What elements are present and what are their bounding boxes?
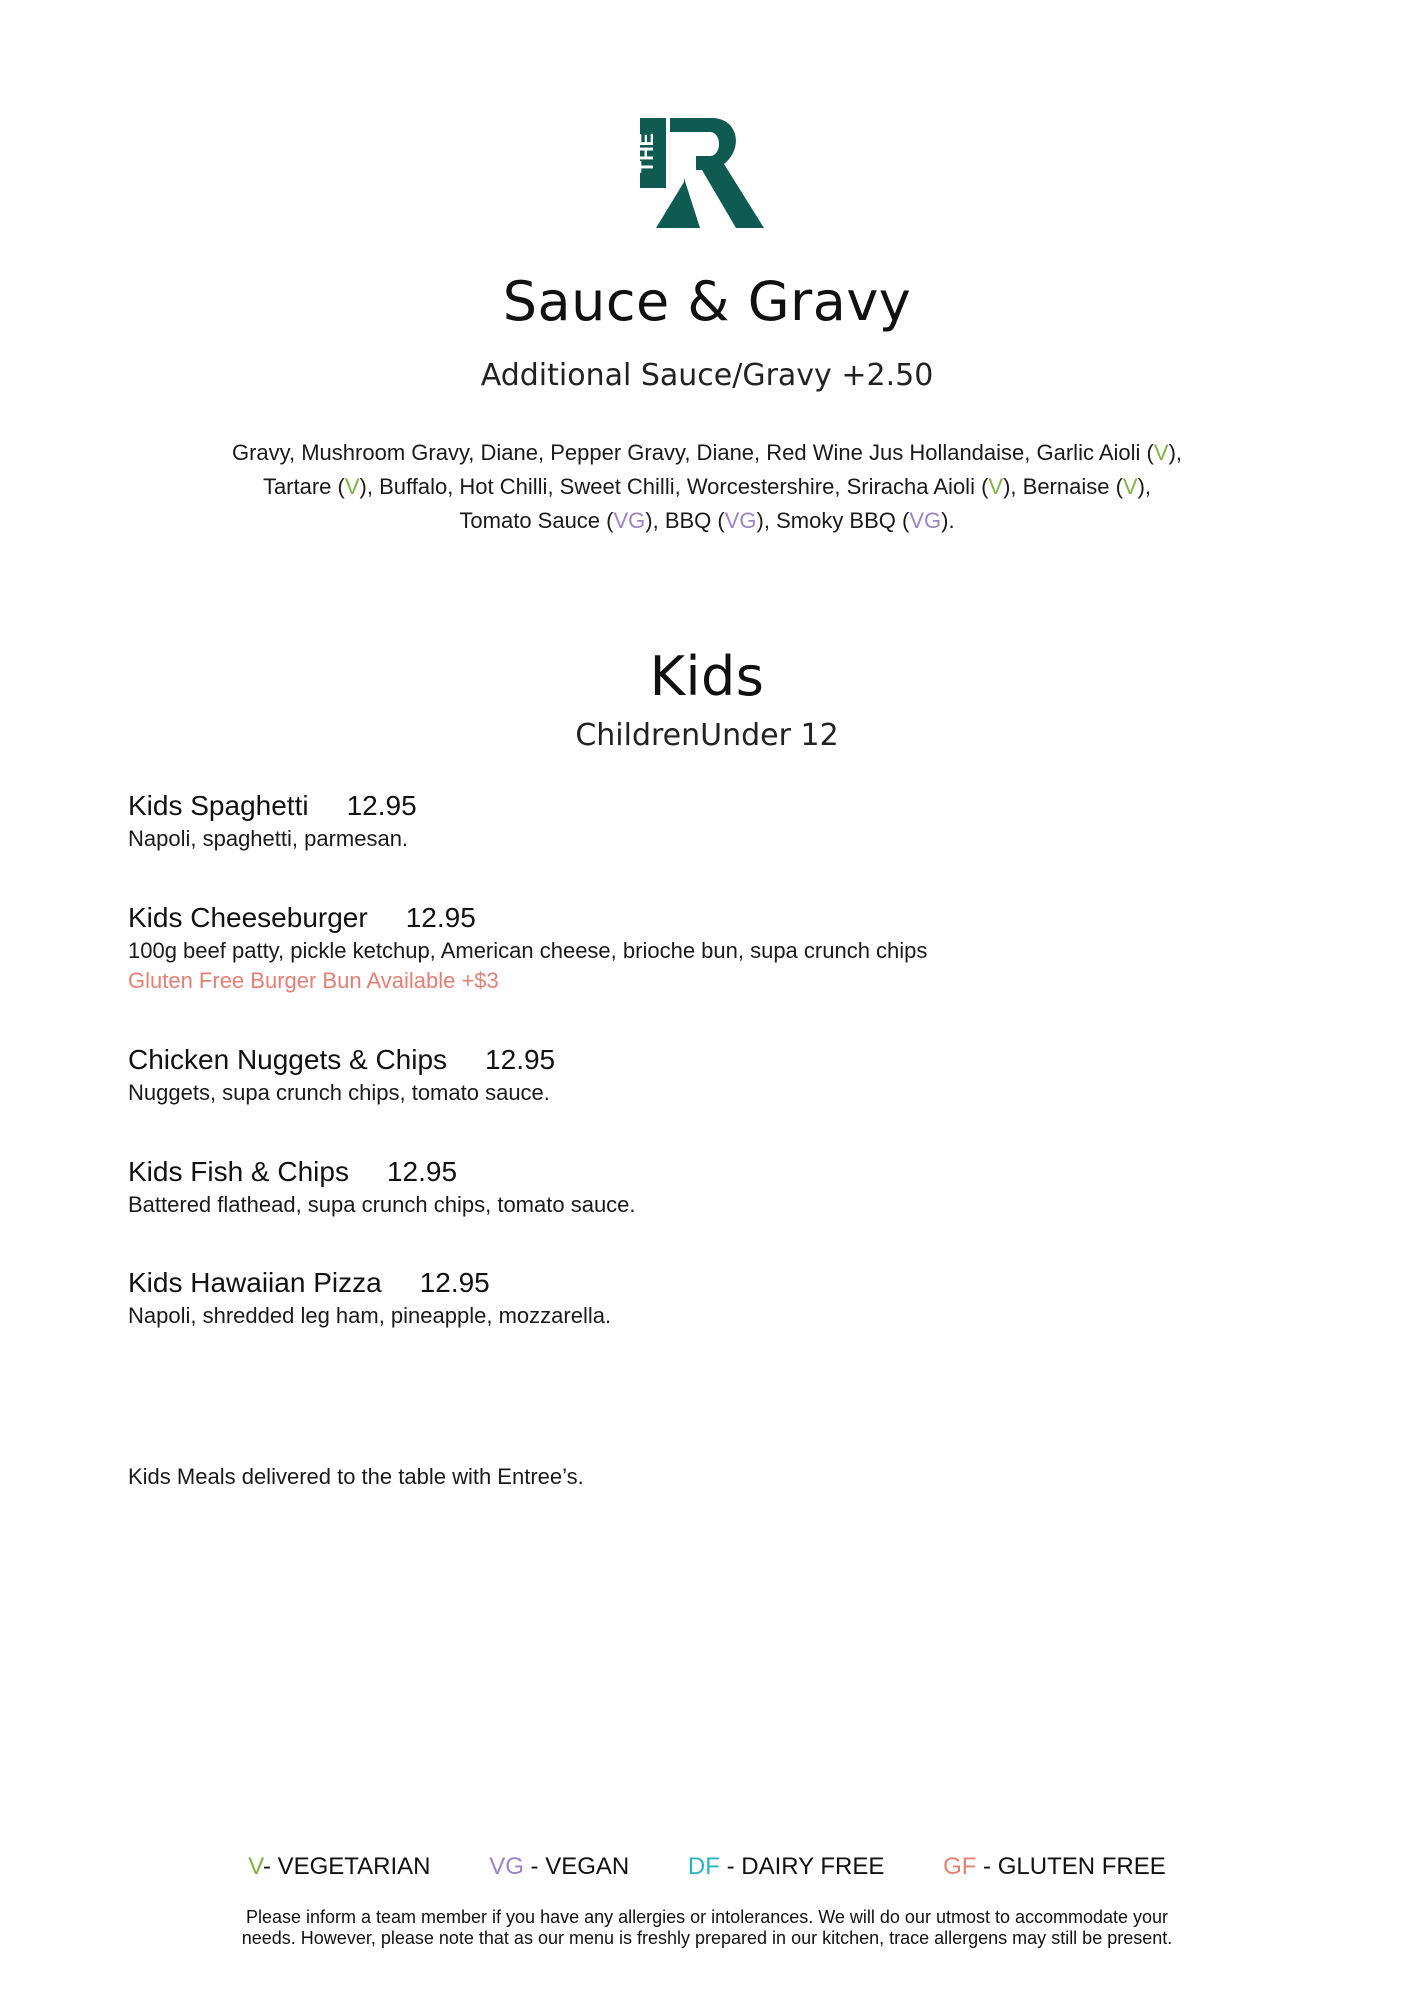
sauce-text: ). (941, 508, 955, 533)
sauce-text: ), Smoky BBQ ( (756, 508, 910, 533)
menu-item-price: 12.95 (419, 1267, 490, 1298)
sauce-text: Tomato Sauce ( (459, 508, 614, 533)
menu-item-price: 12.95 (405, 902, 476, 933)
sauce-text: ), (1137, 474, 1152, 499)
menu-item-heading (128, 1154, 1278, 1190)
legend-label: - DAIRY FREE (719, 1853, 885, 1880)
menu-item-heading (128, 1042, 1278, 1078)
dietary-legend (0, 1853, 1414, 1881)
vegetarian-tag: V (1122, 474, 1138, 499)
menu-item (128, 1265, 1278, 1331)
legend-dairy-free (688, 1853, 884, 1880)
sauce-text: Tartare ( (262, 474, 345, 499)
sauce-text: ), Buffalo, Hot Chilli, Sweet Chilli, Worcestershire, Sriracha Aioli ( (359, 474, 989, 499)
kids-subtitle: ChildrenUnder 12 (575, 718, 839, 753)
sauce-line-3 (160, 504, 1254, 538)
disclaimer-line: Please inform a team member if you have any allergies or intolerances. We will do our utmost to accommodate your (245, 1907, 1169, 1927)
menu-item-description: Battered flathead, supa crunch chips, tomato sauce. (128, 1192, 636, 1217)
sauce-subtitle: Additional Sauce/Gravy +2.50 (480, 358, 934, 393)
sauce-line-1 (160, 436, 1254, 470)
kids-title: Kids (649, 645, 765, 708)
menu-item-description: 100g beef patty, pickle ketchup, American cheese, brioche bun, supa crunch chips (128, 938, 928, 963)
legend-gluten-free (943, 1853, 1166, 1880)
menu-item-description: Napoli, shredded leg ham, pineapple, mozzarella. (128, 1303, 612, 1328)
menu-item (128, 1154, 1278, 1220)
sauce-text: ), (1168, 440, 1183, 465)
kids-footer-note: Kids Meals delivered to the table with Entree’s. (128, 1464, 584, 1489)
dairy-free-tag: DF (687, 1853, 720, 1880)
vegan-tag: VG (909, 508, 942, 533)
menu-item-heading (128, 900, 1278, 936)
disclaimer-line: needs. However, please note that as our menu is freshly prepared in our kitchen, trace allergens may still be present. (241, 1928, 1173, 1948)
vegetarian-tag: V (1153, 440, 1169, 465)
sauce-text: Gravy, Mushroom Gravy, Diane, Pepper Gravy, Diane, Red Wine Jus Hollandaise, Garlic Aioli ( (231, 440, 1154, 465)
allergy-disclaimer (180, 1907, 1234, 1949)
menu-item-price: 12.95 (346, 790, 417, 821)
sauce-text: ), BBQ ( (645, 508, 725, 533)
menu-item-name: Kids Hawaiian Pizza (128, 1267, 382, 1298)
menu-item-note: Gluten Free Burger Bun Available +$3 (128, 968, 499, 993)
legend-vegan (489, 1853, 629, 1880)
legend-label: - GLUTEN FREE (976, 1853, 1166, 1880)
vegan-tag: VG (724, 508, 757, 533)
vegetarian-tag: V (988, 474, 1004, 499)
menu-item (128, 1042, 1278, 1108)
legend-label: - VEGAN (523, 1853, 630, 1880)
menu-item-name: Kids Fish & Chips (128, 1156, 349, 1187)
menu-item-description: Napoli, spaghetti, parmesan. (128, 826, 409, 851)
vegan-tag: VG (613, 508, 646, 533)
legend-vegetarian (248, 1853, 430, 1880)
menu-item (128, 900, 1278, 996)
sauce-line-2 (160, 470, 1254, 504)
sauce-text: ), Bernaise ( (1003, 474, 1123, 499)
menu-item (128, 788, 1278, 854)
menu-item-name: Chicken Nuggets & Chips (128, 1044, 448, 1075)
menu-item-heading (128, 788, 1278, 824)
vegan-tag: VG (489, 1853, 524, 1880)
sauce-title: Sauce & Gravy (502, 270, 912, 333)
brand-logo (636, 118, 770, 228)
menu-item-price: 12.95 (386, 1156, 458, 1187)
menu-item-name: Kids Spaghetti (128, 790, 309, 821)
vegetarian-tag: V (344, 474, 360, 499)
menu-item-name: Kids Cheeseburger (128, 902, 368, 933)
sauce-list (160, 436, 1254, 538)
legend-label: - VEGETARIAN (262, 1853, 431, 1880)
menu-item-description: Nuggets, supa crunch chips, tomato sauce. (128, 1080, 550, 1105)
svg-text:THE: THE (636, 133, 658, 173)
vegetarian-tag: V (248, 1853, 263, 1880)
menu-item-heading (128, 1265, 1278, 1301)
gluten-free-tag: GF (943, 1853, 977, 1880)
menu-item-price: 12.95 (485, 1044, 556, 1075)
